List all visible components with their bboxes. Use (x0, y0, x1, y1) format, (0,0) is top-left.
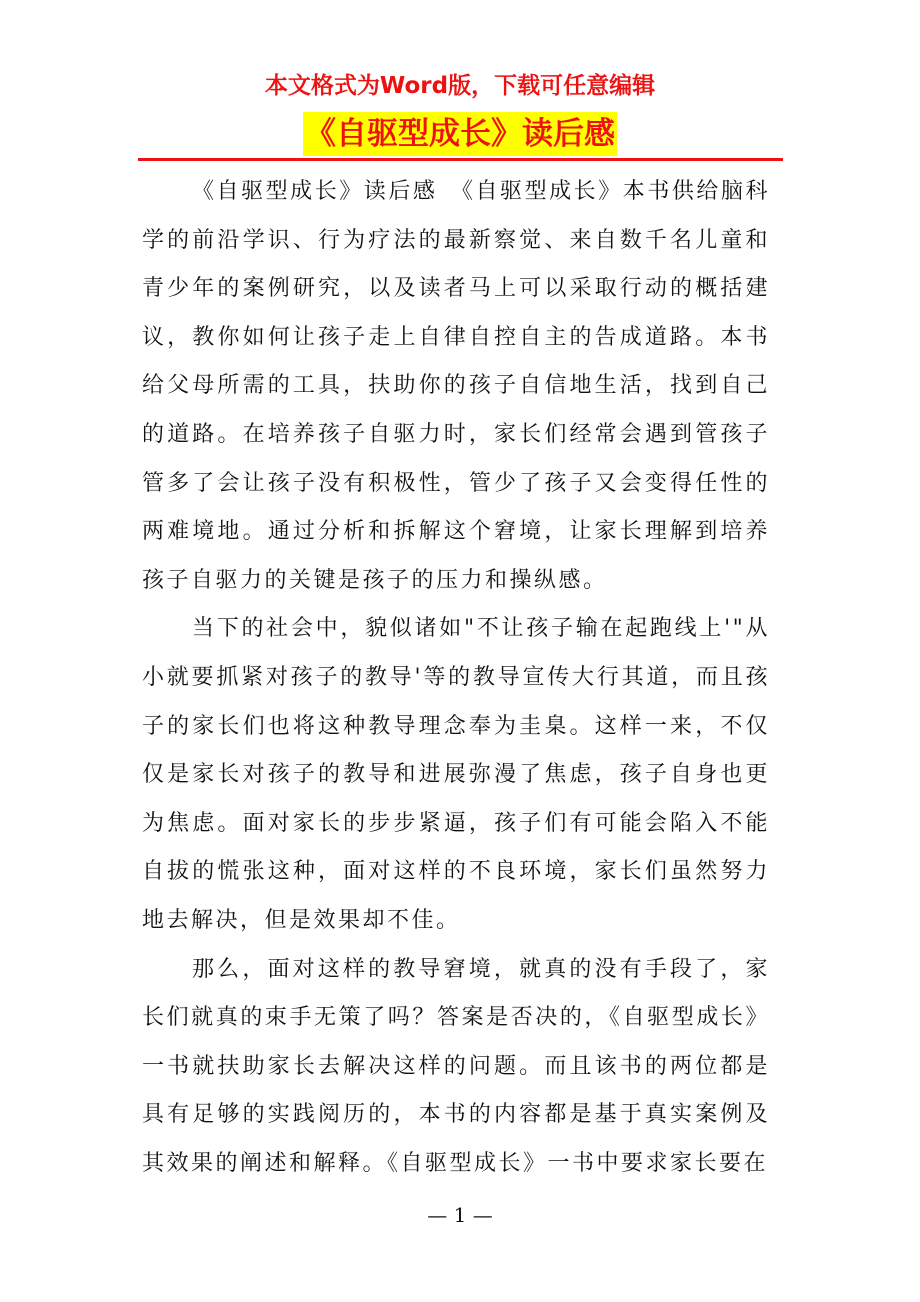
paragraph-3: 那么，面对这样的教导窘境，就真的没有手段了，家长们就真的束手无策了吗？答案是否决的，《自驱型成长》一书就扶助家长去解决这样的问题。而且该书的两位都是具有足够的实践阅历的，本书的内容都是基于真实案例及其效果的阐述和解释。《自驱型成长》一书中要求家长要在 (142, 956, 770, 1176)
format-notice: 本文格式为Word版，下载可任意编辑 (264, 73, 656, 99)
paragraph-1: 《自驱型成长》读后感 《自驱型成长》本书供给脑科学的前沿学识、行为疗法的最新察觉、来自数千名儿童和青少年的案例研究，以及读者马上可以采取行动的概括建议，教你如何让孩子走上自律自控自主的告成道路。本书给父母所需的工具，扶助你的孩子自信地生活，找到自己的道路。在培养孩子自驱力时，家长们经常会遇到管孩子管多了会让孩子没有积极性，管少了孩子又会变得任性的两难境地。通过分析和拆解这个窘境，让家长理解到培养孩子自驱力的关键是孩子的压力和操纵感。 (142, 179, 770, 593)
article-body (142, 168, 770, 1188)
document-title: 《自驱型成长》读后感 (303, 112, 617, 156)
paragraph-2: 当下的社会中，貌似诸如"不让孩子输在起跑线上'"从小就要抓紧对孩子的教导'等的教导宣传大行其道，而且孩子的家长们也将这种教导理念奉为圭臬。这样一来，不仅仅是家长对孩子的教导和进展弥漫了焦虑，孩子自身也更为焦虑。面对家长的步步紧逼，孩子们有可能会陷入不能自拔的慌张这种，面对这样的不良环境，家长们虽然努力地去解决，但是效果却不佳。 (142, 616, 770, 933)
title-divider (138, 158, 783, 161)
title-container (0, 112, 920, 156)
page-number: — 1 — (427, 1203, 493, 1227)
